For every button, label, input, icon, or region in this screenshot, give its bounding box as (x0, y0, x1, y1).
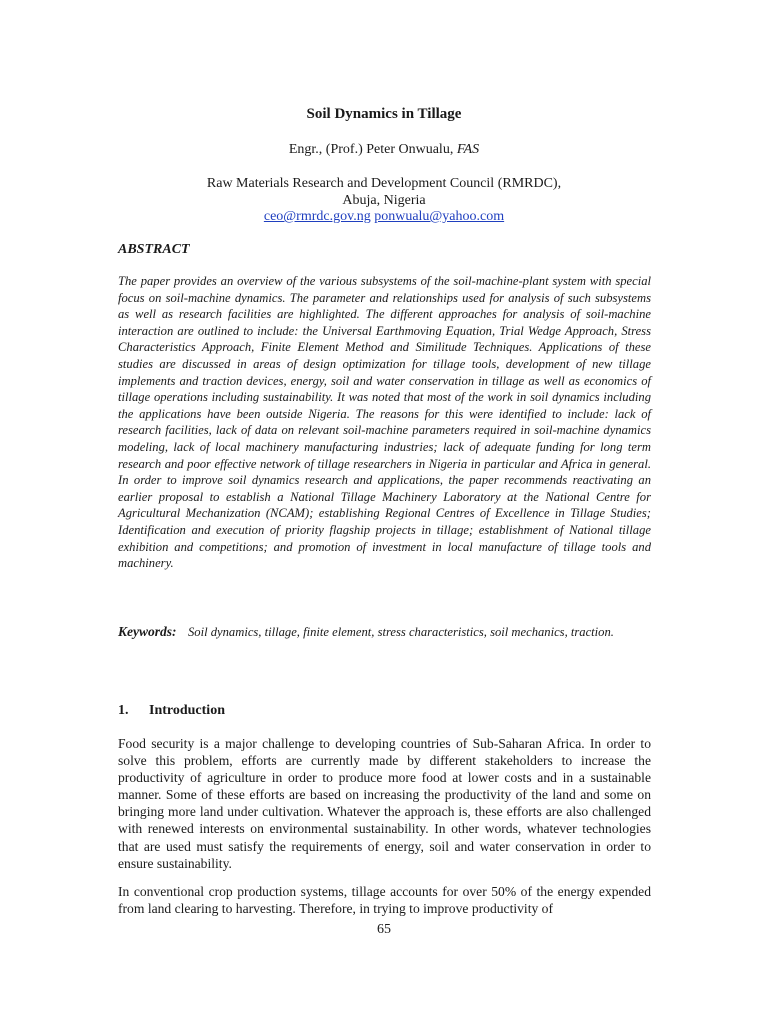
affiliation-block (0, 176, 768, 226)
author-honorific: FAS (456, 142, 480, 157)
paper-title: Soil Dynamics in Tillage (306, 106, 462, 122)
intro-paragraph-1: Food security is a major challenge to developing countries of Sub-Saharan Africa. In order to solve this problem, efforts are currently made by different stakeholders to increase the productivity of agriculture in order to produce more food at lower costs and in a sustainable manner. Some of these efforts are based on increasing the productivity of the land and some on bringing more land under cultivation. Whatever the approach is, these efforts are also challenged with renewed interests on environmental sustainability. In other words, whatever technologies that are used must satisfy the requirements of energy, soil and water conservation in order to ensure sustainability. (118, 736, 651, 871)
section-title: Introduction (149, 703, 225, 718)
affiliation-line-2: Abuja, Nigeria (342, 192, 426, 208)
keywords-label: Keywords: (118, 624, 177, 639)
section-heading (118, 703, 225, 719)
author-name: Engr., (Prof.) Peter Onwualu, (288, 142, 457, 157)
keywords-block (118, 624, 651, 641)
affiliation-line-1: Raw Materials Research and Development Council (RMRDC), (206, 176, 562, 191)
abstract-text: The paper provides an overview of the various subsystems of the soil-machine-plant system with special focus on soil-machine dynamics. The parameter and relationships used for analysis of such subsystems as well as research facilities are highlighted. The different approaches for analysis of soil-machine interaction are outlined to include: the Universal Earthmoving Equation, Trial Wedge Approach, Stress Characteristics Approach, Finite Element Method and Similitude Techniques. Applications of these studies are discussed in areas of design optimization for tillage tools, development of new tillage implements and traction devices, energy, soil and water conservation in tillage as well as economics of tillage operations including sustainability. It was noted that most of the work in soil dynamics including the applications have been outside Nigeria. The reasons for this were identified to include: lack of research facilities, lack of data on relevant soil-machine parameters required in soil-machine dynamics modeling, lack of local machinery manufacturing industries; lack of adequate funding for long term research and poor effective network of tillage researchers in Nigeria in particular and Africa in general. In order to improve soil dynamics research and applications, the paper recommends reactivating an earlier proposal to establish a National Tillage Machinery Laboratory at the National Centre for Agricultural Mechanization (NCAM); establishing Regional Centres of Excellence in Tillage Studies; Identification and execution of priority flagship projects in tillage; establishment of National tillage exhibition and competitions; and promotion of investment in local manufacture of tillage tools and machinery. (118, 274, 651, 571)
keywords-text: Soil dynamics, tillage, finite element, stress characteristics, soil mechanics, traction. (188, 625, 614, 639)
abstract-heading: ABSTRACT (118, 242, 190, 257)
intro-paragraph-2: In conventional crop production systems, tillage accounts for over 50% of the energy expended from land clearing to harvesting. Therefore, in trying to improve productivity of (118, 884, 651, 917)
email-line (0, 209, 768, 226)
email-link-2[interactable]: ponwualu@yahoo.com (374, 209, 505, 224)
author-line (0, 142, 768, 158)
page-number: 65 (377, 922, 391, 937)
email-link-1[interactable]: ceo@rmrdc.gov.ng (263, 209, 371, 224)
section-number: 1. (118, 703, 129, 718)
